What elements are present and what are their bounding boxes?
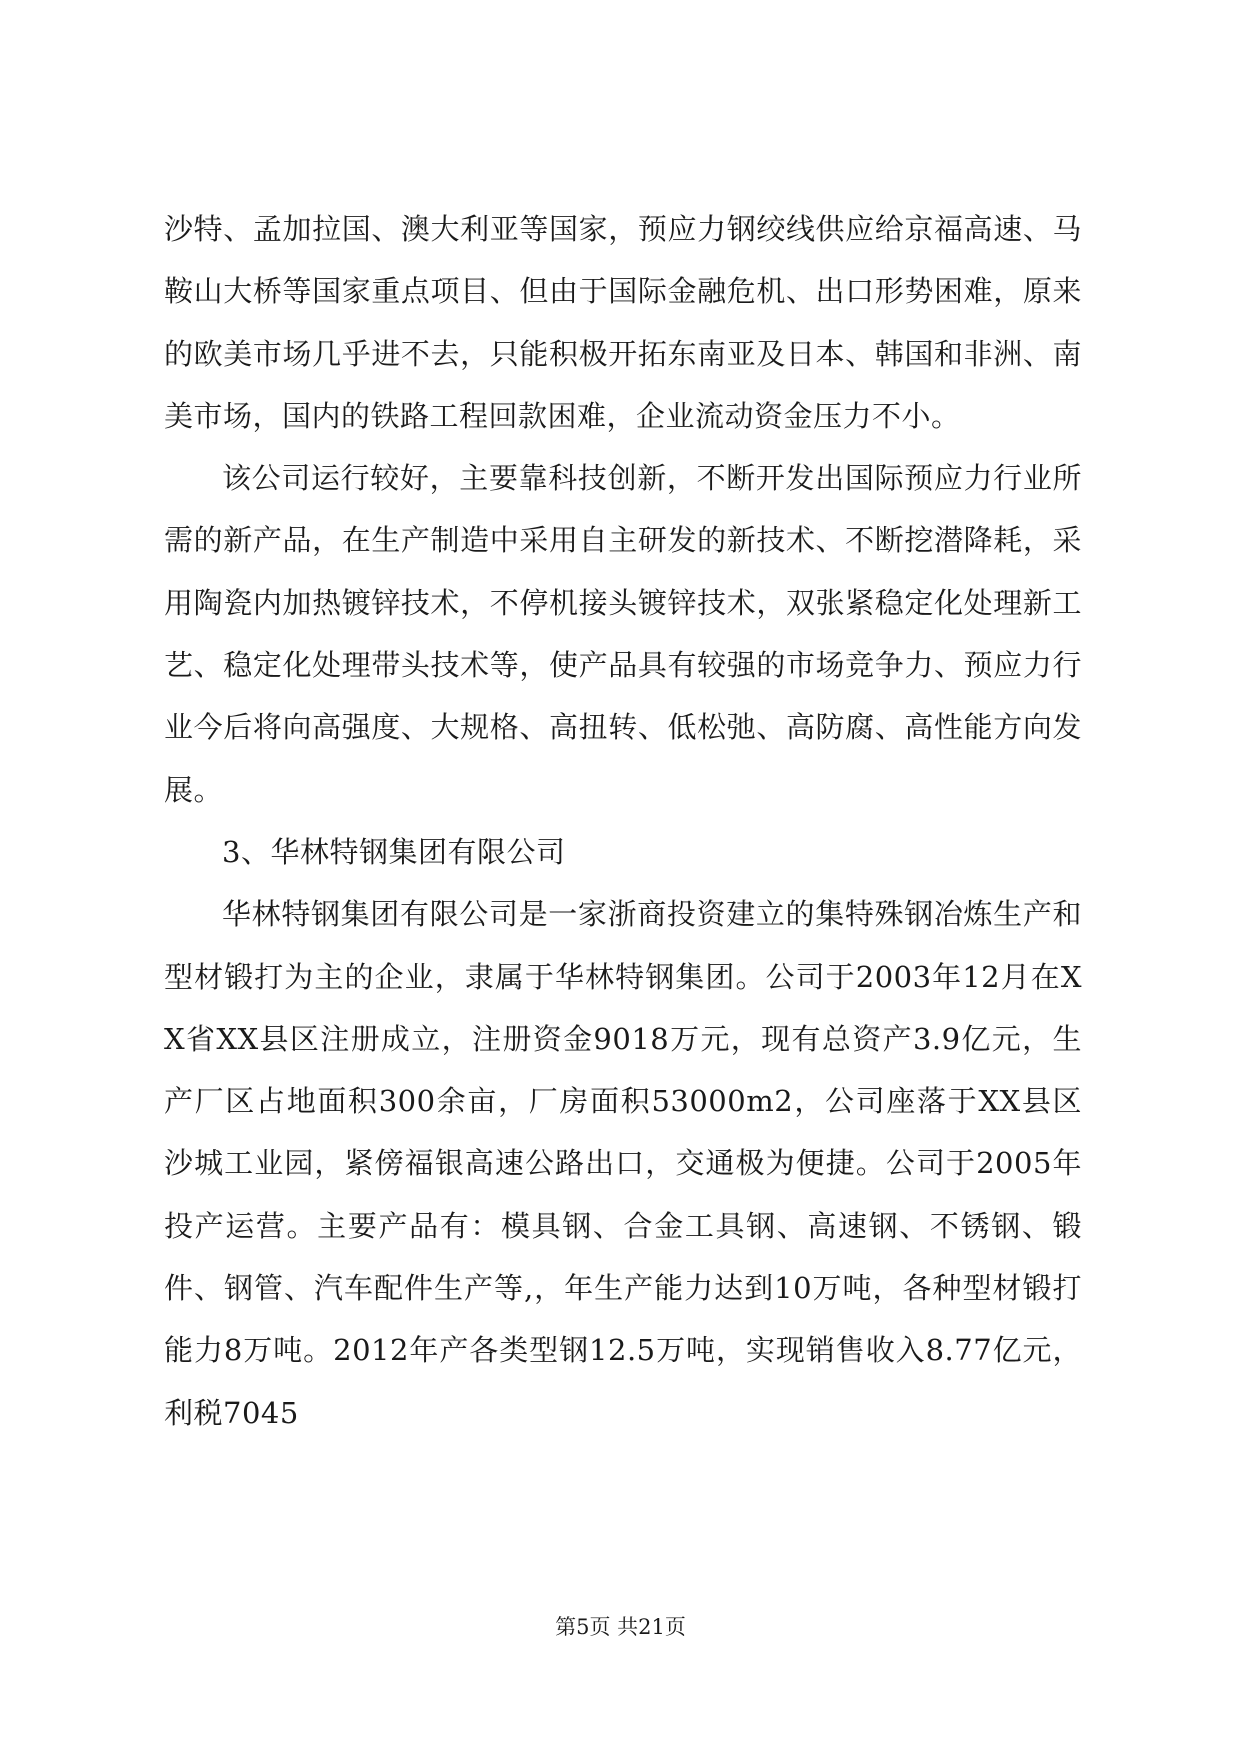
paragraph-2: 该公司运行较好，主要靠科技创新，不断开发出国际预应力行业所需的新产品，在生产制造中采用自主研发的新技术、不断挖潜降耗，采用陶瓷内加热镀锌技术，不停机接头镀锌技术，双张紧稳定化处理新工艺、稳定化处理带头技术等，使产品具有较强的市场竞争力、预应力行业今后将向高强度、大规格、高扭转、低松弛、高防腐、高性能方向发展。 — [164, 461, 1082, 807]
paragraph-3: 华林特钢集团有限公司是一家浙商投资建立的集特殊钢冶炼生产和型材锻打为主的企业，隶属于华林特钢集团。公司于2003年12月在XX省XX县区注册成立，注册资金9018万元，现有总资产3.9亿元，生产厂区占地面积300余亩，厂房面积53000m2，公司座落于XX县区沙城工业园，紧傍福银高速公路出口，交通极为便捷。公司于2005年投产运营。主要产品有：模具钢、合金工具钢、高速钢、不锈钢、锻件、钢管、汽车配件生产等,，年生产能力达到10万吨，各种型材锻打能力8万吨。2012年产各类型钢12.5万吨，实现销售收入8.77亿元，利税7045 — [164, 897, 1082, 1430]
page-footer: 第5页 共21页 — [555, 1615, 686, 1639]
section-heading: 3、华林特钢集团有限公司 — [222, 834, 566, 869]
paragraph-1: 沙特、孟加拉国、澳大利亚等国家，预应力钢绞线供应给京福高速、马鞍山大桥等国家重点项目、但由于国际金融危机、出口形势困难，原来的欧美市场几乎进不去，只能积极开拓东南亚及日本、韩国和非洲、南美市场，国内的铁路工程回款困难，企业流动资金压力不小。 — [164, 212, 1082, 433]
document-body — [164, 198, 1082, 1444]
